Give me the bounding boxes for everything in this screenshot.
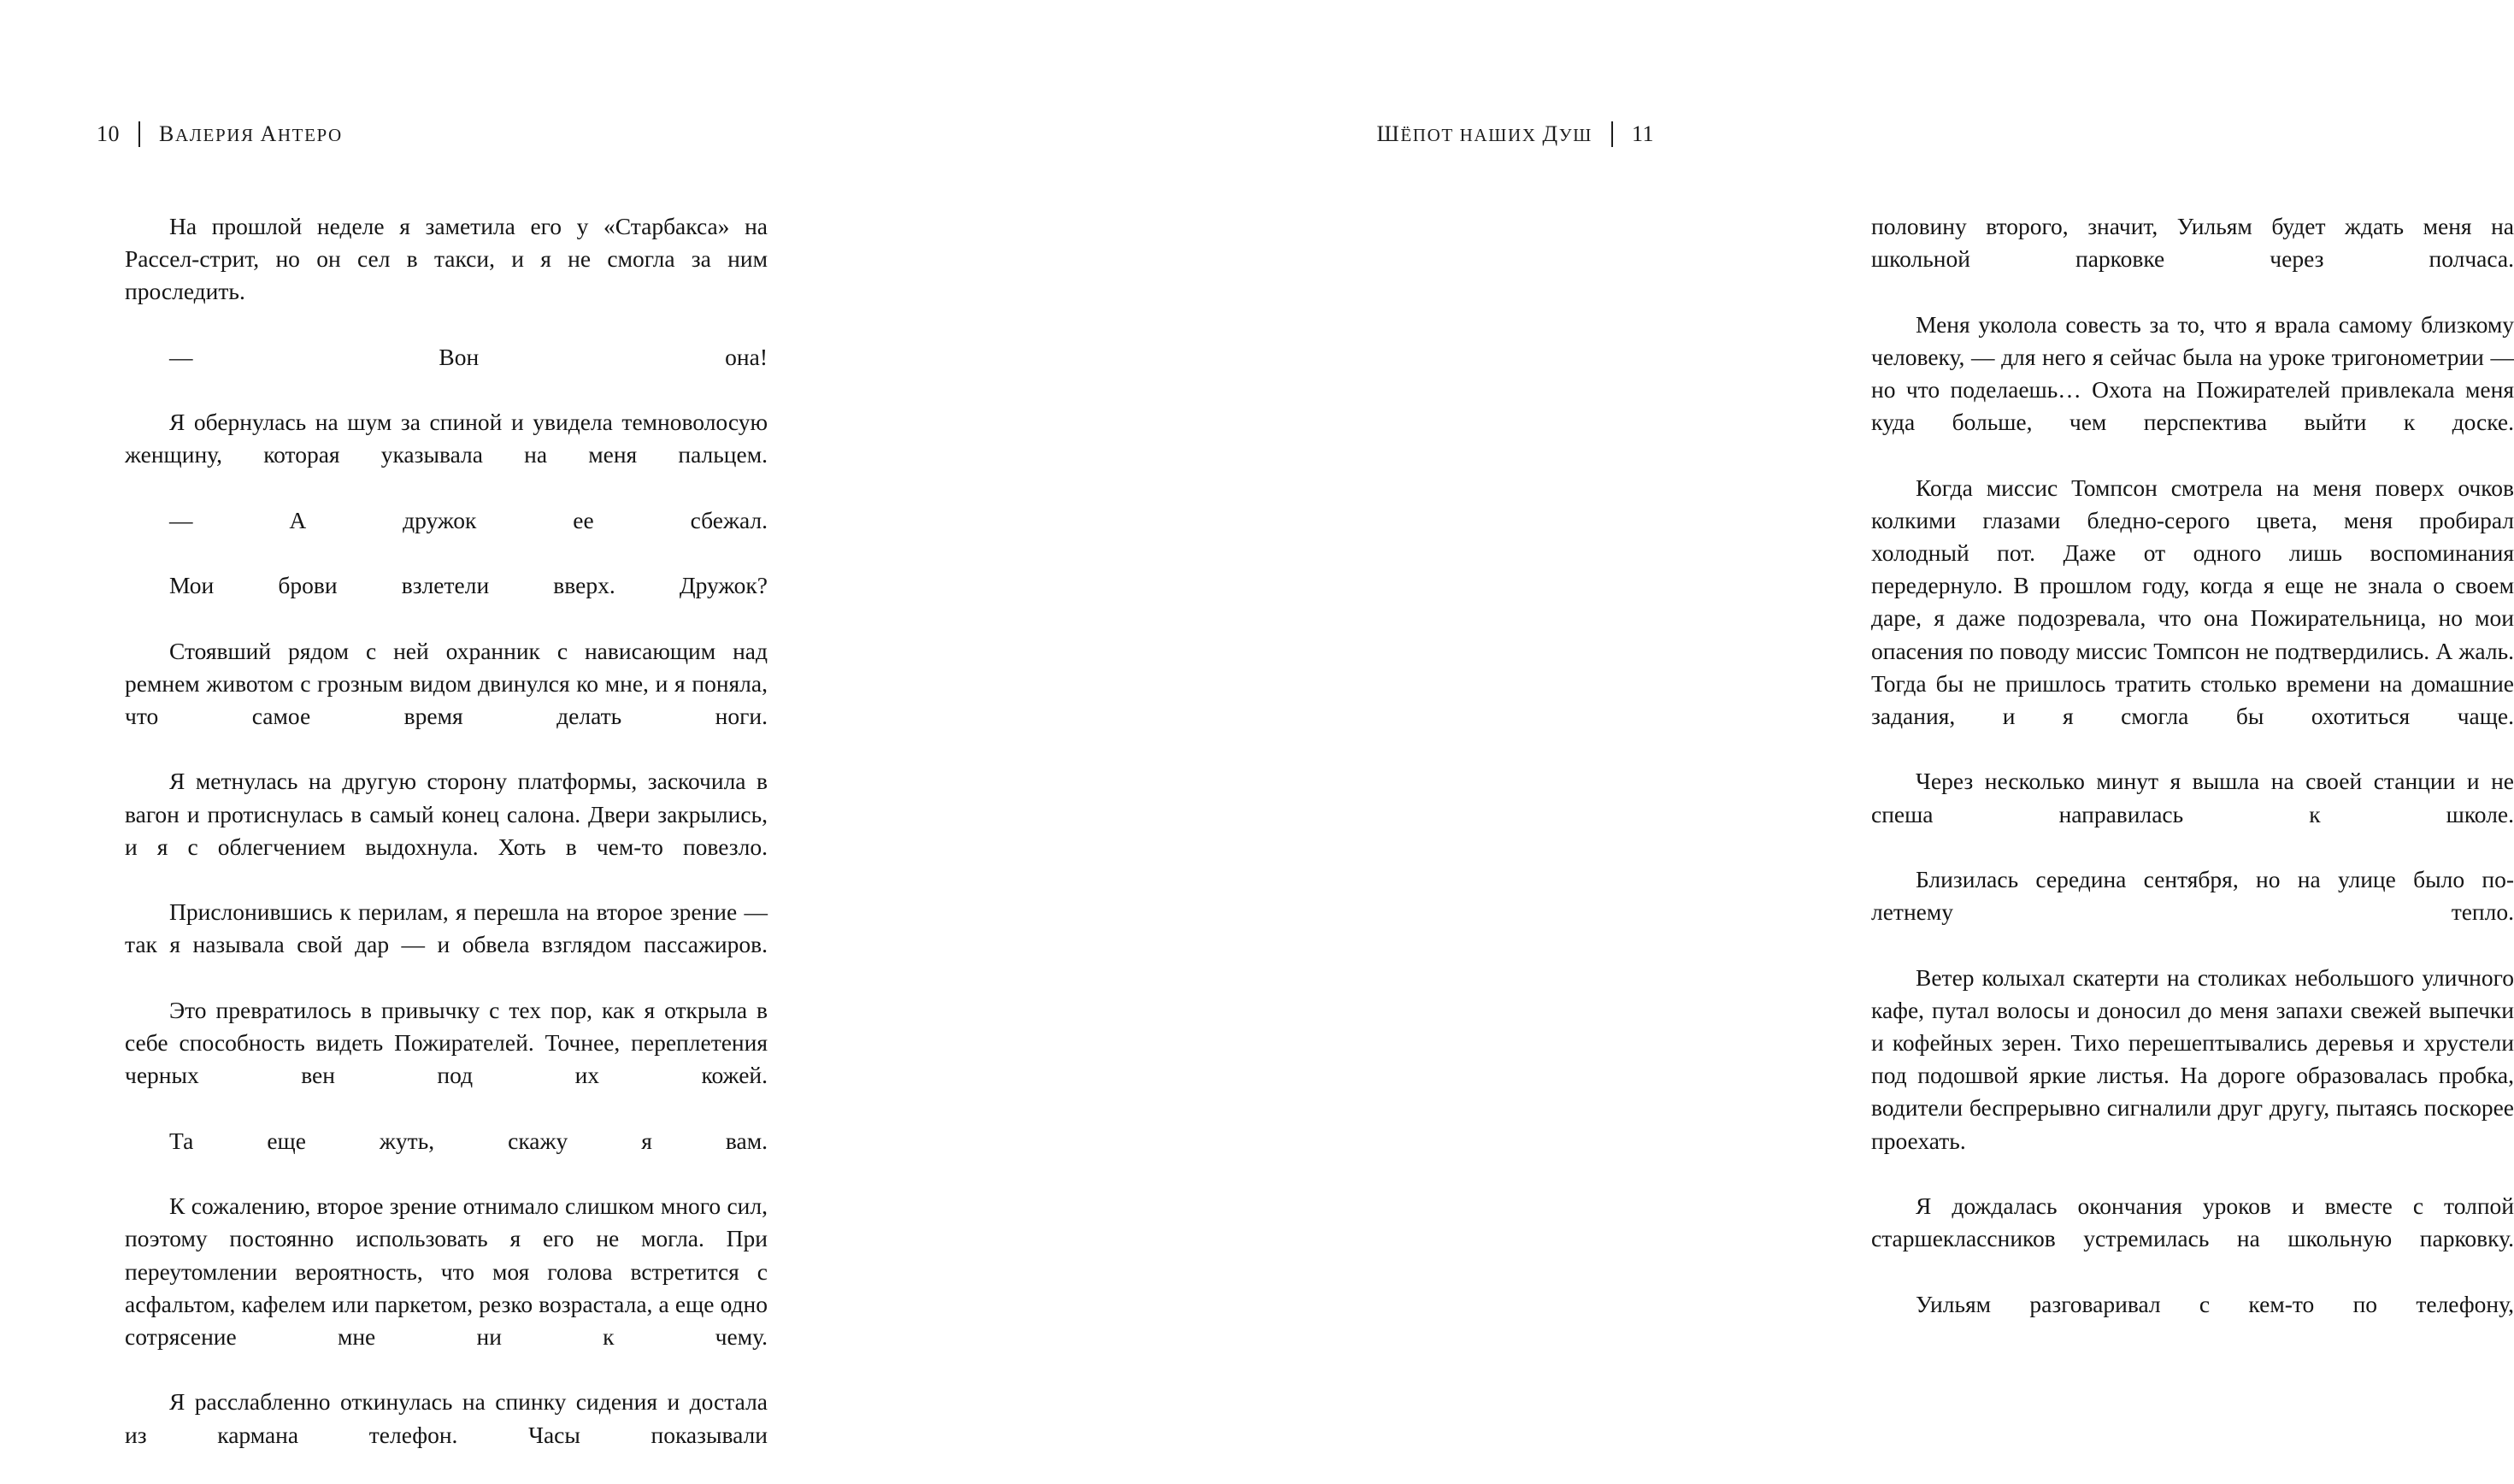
paragraph: Я метнулась на другую сторону платформы, заскочила в вагон и протиснулась в самый конец салона. Двери закрылись, и я с облегчением выдохнула. Хоть в чем-то повезло. <box>125 768 768 860</box>
paragraph: Близилась середина сентября, но на улице было по-летнему тепло. <box>1871 866 2514 926</box>
book-title-rest-1: ЁПОТ <box>1400 125 1454 145</box>
author-name-initial-2: А <box>260 121 278 146</box>
paragraph: Я расслабленно откинулась на спинку сидения и достала из кармана телефон. Часы показывали <box>125 1388 768 1448</box>
body-text-left <box>125 210 768 1484</box>
paragraph: Я дождалась окончания уроков и вместе с толпой старшеклассников устремилась на школьную парковку. <box>1871 1192 2514 1252</box>
paragraph: Ветер колыхал скатерти на столиках небольшого уличного кафе, путал волосы и доносил до меня запахи свежей выпечки и кофейных зерен. Тихо перешептывались деревья и хрустели под подошвой яркие листья. На дороге образовалась пробка, водители беспрерывно сигналили друг другу, пытаясь поскорее проехать. <box>1871 963 2514 1154</box>
book-title-initial-2: Н <box>1459 125 1475 145</box>
paragraph: Через несколько минут я вышла на своей станции и не спеша направилась к школе. <box>1871 768 2514 827</box>
running-head-right <box>1377 117 1654 151</box>
paragraph: — А дружок ее сбежал. <box>169 506 768 533</box>
book-title-rest-3: УШ <box>1558 125 1593 145</box>
paragraph: Уильям разговаривал с кем-то по телефону, <box>1916 1290 2514 1317</box>
book-title-rest-2: АШИХ <box>1474 125 1537 145</box>
paragraph: Та еще жуть, скажу я вам. <box>169 1127 768 1154</box>
body-text-right <box>1871 210 2514 1353</box>
paragraph: — Вон она! <box>169 343 768 370</box>
paragraph: Это превратилось в привычку с тех пор, как я открыла в себе способность видеть Пожирателей. Точнее, переплетения черных вен под их кожей. <box>125 996 768 1089</box>
running-head-divider-right <box>1611 121 1613 147</box>
book-title-initial-1: Ш <box>1376 121 1401 146</box>
running-head-left <box>97 117 343 151</box>
paragraph: На прошлой неделе я заметила его у «Старбакса» на Рассел-стрит, но он сел в такси, и я не смогла за ним проследить. <box>125 213 768 305</box>
author-name-initial-1: В <box>159 121 175 146</box>
author-name-rest-2: НТЕРО <box>277 125 343 145</box>
paragraph: Прислонившись к перилам, я перешла на второе зрение — так я называла свой дар — и обвела взглядом пассажиров. <box>125 898 768 958</box>
paragraph: Когда миссис Томпсон смотрела на меня поверх очков колкими глазами бледно-серого цвета, меня пробирал холодный пот. Даже от одного лишь воспоминания передернуло. В прошлом году, когда я еще не знала о своем даре, я даже подозревала, что она Пожирательница, но мои опасения по поводу миссис Томпсон не подтвердились. А жаль. Тогда бы не пришлось тратить столько времени на домашние задания, и я смогла бы охотиться чаще. <box>1871 474 2514 730</box>
paragraph: Мои брови взлетели вверх. Дружок? <box>169 572 768 599</box>
author-name <box>159 121 343 147</box>
book-title <box>1377 121 1593 147</box>
page-right <box>875 0 2514 1414</box>
page-left <box>0 0 875 1448</box>
book-title-space-1 <box>1454 125 1460 145</box>
author-name-rest-1: АЛЕРИЯ <box>174 125 255 145</box>
author-name-space <box>255 125 261 145</box>
running-head-divider-left <box>138 121 140 147</box>
paragraph: Стоявший рядом с ней охранник с нависающим над ремнем животом с грозным видом двинулся ко мне, и я поняла, что самое время делать ноги. <box>125 637 768 730</box>
page-number-right: 11 <box>1631 121 1654 146</box>
paragraph: половину второго, значит, Уильям будет ждать меня на школьной парковке через полчаса. <box>1871 213 2514 273</box>
book-title-initial-3: Д <box>1542 121 1559 146</box>
paragraph: К сожалению, второе зрение отнимало слишком много сил, поэтому постоянно использовать я его не могла. При переутомлении вероятность, что моя голова встретится с асфальтом, кафелем или паркетом, резко возрастала, а еще одно сотрясение мне ни к чему. <box>125 1192 768 1350</box>
page-number-left: 10 <box>97 121 120 146</box>
paragraph: Я обернулась на шум за спиной и увидела темноволосую женщину, которая указывала на меня пальцем. <box>125 409 768 468</box>
paragraph: Меня уколола совесть за то, что я врала самому близкому человеку, — для него я сейчас была на уроке тригонометрии — но что поделаешь… Охота на Пожирателей привлекала меня куда больше, чем перспектива выйти к доске. <box>1871 310 2514 436</box>
